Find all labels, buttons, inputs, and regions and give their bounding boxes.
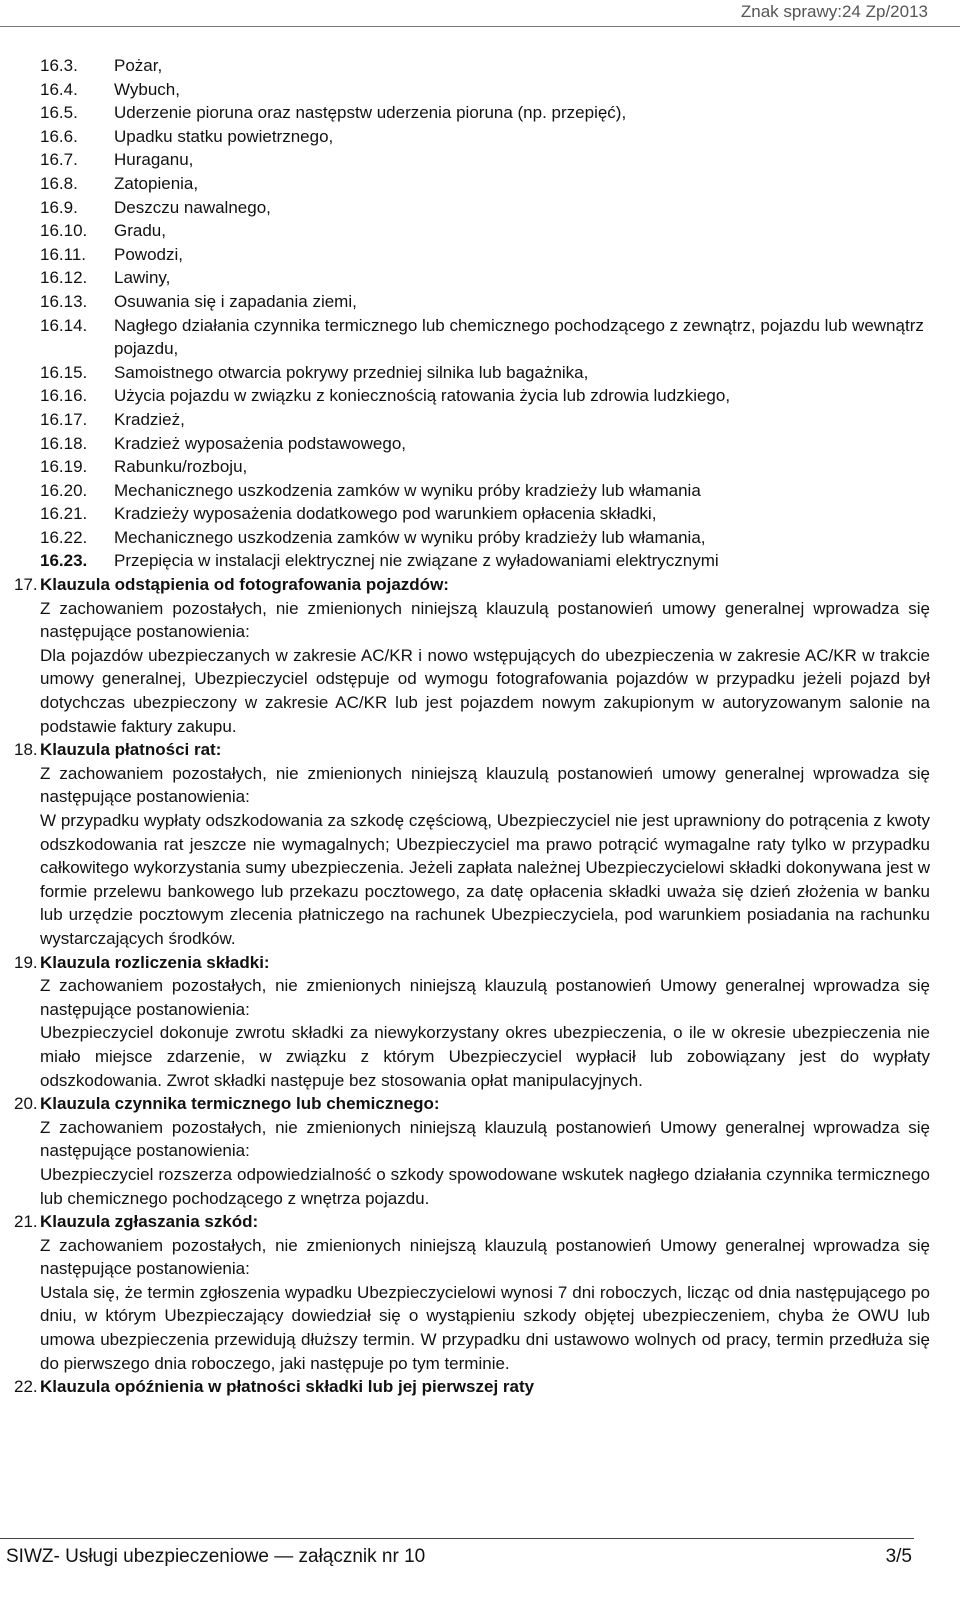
- list-item: [14, 384, 930, 408]
- list-item-text: Przepięcia w instalacji elektrycznej nie związane z wyładowaniami elektrycznymi: [114, 551, 719, 571]
- document-body: [14, 54, 930, 1399]
- clause-title: Klauzula odstąpienia od fotografowania pojazdów:: [40, 575, 449, 595]
- clause-number: 22.: [14, 1377, 38, 1397]
- list-item-text: Zatopienia,: [114, 173, 199, 193]
- list-item-number: 16.5.: [40, 103, 78, 123]
- clause-paragraph: Ustala się, że termin zgłoszenia wypadku Ubezpieczycielowi wynosi 7 dni roboczych, licząc od dnia następującego po dniu, w którym Ubezpieczający dowiedział się o wystąpieniu szkody objętej ubezpieczeniem, chyba że OWU lub umowa ubezpieczenia przewidują dłuższy termin. W przypadku dni ustawowo wolnych od pracy, termin przedłuża się do pierwszego dnia roboczego, jaki następuje po tym terminie.: [40, 1282, 930, 1373]
- list-item-text: Użycia pojazdu w związku z koniecznością ratowania życia lub zdrowia ludzkiego,: [114, 386, 731, 406]
- clause-title: Klauzula płatności rat:: [40, 740, 222, 760]
- case-number: Znak sprawy:24 Zp/2013: [740, 2, 928, 21]
- list-item: [14, 455, 930, 479]
- list-item: [14, 408, 930, 432]
- clause-title: Klauzula zgłaszania szkód:: [40, 1212, 259, 1232]
- clause-title: Klauzula opóźnienia w płatności składki lub jej pierwszej raty: [40, 1377, 535, 1397]
- clause-paragraph: Dla pojazdów ubezpieczanych w zakresie AC/KR i nowo wstępujących do ubezpieczenia w zakresie AC/KR w trakcie umowy generalnej, Ubezpieczyciel odstępuje od wymogu fotografowania pojazdów w przypadku jeżeli pojazd był dotychczas ubezpieczony w zakresie AC/KR lub jest pojazdem nowym zakupionym w autoryzowanym salonie na podstawie faktury zakupu.: [40, 645, 930, 736]
- list-item-text: Mechanicznego uszkodzenia zamków w wyniku próby kradzieży lub włamania,: [114, 527, 706, 547]
- clause-number: 18.: [14, 740, 38, 760]
- list-item-text: Kradzieży wyposażenia dodatkowego pod warunkiem opłacenia składki,: [114, 504, 657, 524]
- list-item: [14, 290, 930, 314]
- list-item: [14, 148, 930, 172]
- list-item-number: 16.16.: [40, 386, 88, 406]
- list-item: [14, 196, 930, 220]
- clause-section: [14, 1092, 930, 1210]
- list-item: [14, 502, 930, 526]
- list-item-number: 16.14.: [40, 315, 88, 335]
- list-item: [14, 243, 930, 267]
- clause-heading: [14, 573, 930, 597]
- list-item-number: 16.18.: [40, 433, 88, 453]
- clause-heading: [14, 1092, 930, 1116]
- list-item-number: 16.4.: [40, 79, 78, 99]
- list-item: [14, 125, 930, 149]
- list-item-number: 16.8.: [40, 173, 78, 193]
- clause-title: Klauzula rozliczenia składki:: [40, 952, 270, 972]
- clause-paragraph: Z zachowaniem pozostałych, nie zmienionych niniejszą klauzulą postanowień umowy generalnej wprowadza się następujące postanowienia:: [40, 598, 930, 642]
- list-item-text: Upadku statku powietrznego,: [114, 126, 334, 146]
- list-item-text: Powodzi,: [114, 244, 183, 264]
- clause-number: 19.: [14, 952, 38, 972]
- section-list: [14, 573, 930, 1399]
- list-item-text: Huraganu,: [114, 150, 194, 170]
- clause-heading: [14, 951, 930, 975]
- list-item-number: 16.15.: [40, 362, 88, 382]
- list-item: [14, 266, 930, 290]
- list-item: [14, 78, 930, 102]
- clause-title: Klauzula czynnika termicznego lub chemicznego:: [40, 1094, 440, 1114]
- page-number: 3/5: [885, 1546, 912, 1567]
- list-item-text: Kradzież,: [114, 409, 185, 429]
- list-item: [14, 549, 930, 573]
- list-item: [14, 432, 930, 456]
- list-item: [14, 172, 930, 196]
- list-item: [14, 479, 930, 503]
- list-item-number: 16.12.: [40, 268, 88, 288]
- sub-item-list: [14, 54, 930, 573]
- clause-number: 17.: [14, 575, 38, 595]
- clause-section: [14, 1375, 930, 1399]
- list-item-number: 16.6.: [40, 126, 78, 146]
- clause-heading: [14, 1210, 930, 1234]
- list-item-number: 16.17.: [40, 409, 88, 429]
- list-item-text: Gradu,: [114, 221, 166, 241]
- list-item-number: 16.23.: [40, 551, 88, 571]
- list-item-number: 16.7.: [40, 150, 78, 170]
- clause-number: 20.: [14, 1094, 38, 1114]
- clause-paragraph: W przypadku wypłaty odszkodowania za szkodę częściową, Ubezpieczyciel nie jest uprawniony do potrącenia z kwoty odszkodowania rat jeszcze nie wymagalnych; Ubezpieczyciel ma prawo potrącić wymagalne raty tylko w przypadku całkowitego wykorzystania sumy ubezpieczenia. Jeżeli zapłata należnej Ubezpieczycielowi składki dokonywana jest w formie przelewu bankowego lub przekazu pocztowego, za datę opłacenia składki uważa się dzień złożenia w banku lub urzędzie pocztowym zlecenia płatniczego na rachunek Ubezpieczyciela, pod warunkiem posiadania na rachunku wystarczających środków.: [40, 811, 930, 948]
- list-item-number: 16.22.: [40, 527, 88, 547]
- footer-title: SIWZ- Usługi ubezpieczeniowe — załącznik nr 10: [6, 1546, 426, 1567]
- clause-section: [14, 951, 930, 1093]
- clause-number: 21.: [14, 1212, 38, 1232]
- footer-rule: [0, 1538, 914, 1539]
- list-item: [14, 101, 930, 125]
- list-item-number: 16.10.: [40, 221, 88, 241]
- list-item-text: Mechanicznego uszkodzenia zamków w wyniku próby kradzieży lub włamania: [114, 480, 701, 500]
- list-item-text: Nagłego działania czynnika termicznego lub chemicznego pochodzącego z zewnątrz, pojazdu lub wewnątrz pojazdu,: [114, 315, 924, 359]
- clause-section: [14, 738, 930, 950]
- clause-paragraph: Ubezpieczyciel rozszerza odpowiedzialność o szkody spowodowane wskutek nagłego działania czynnika termicznego lub chemicznego pochodzącego z wnętrza pojazdu.: [40, 1164, 930, 1208]
- clause-heading: [14, 1375, 930, 1399]
- list-item-text: Osuwania się i zapadania ziemi,: [114, 291, 357, 311]
- page-footer: [0, 1538, 960, 1618]
- list-item-number: 16.3.: [40, 56, 78, 75]
- list-item-text: Wybuch,: [114, 79, 180, 99]
- list-item-number: 16.21.: [40, 504, 88, 524]
- list-item: [14, 54, 930, 78]
- list-item: [14, 526, 930, 550]
- list-item-text: Deszczu nawalnego,: [114, 197, 271, 217]
- list-item: [14, 361, 930, 385]
- page-header: [0, 0, 960, 27]
- list-item: [14, 219, 930, 243]
- list-item-text: Rabunku/rozboju,: [114, 457, 248, 477]
- clause-section: [14, 1210, 930, 1375]
- list-item-number: 16.11.: [40, 244, 87, 264]
- list-item-number: 16.19.: [40, 457, 88, 477]
- clause-heading: [14, 738, 930, 762]
- clause-paragraph: Z zachowaniem pozostałych, nie zmienionych niniejszą klauzulą postanowień umowy generalnej wprowadza się następujące postanowienia:: [40, 763, 930, 807]
- list-item-number: 16.13.: [40, 291, 88, 311]
- clause-paragraph: Ubezpieczyciel dokonuje zwrotu składki za niewykorzystany okres ubezpieczenia, o ile w okresie ubezpieczenia nie miało miejsce zdarzenie, w związku z którym Ubezpieczyciel wypłacił lub zobowiązany jest do wypłaty odszkodowania. Zwrot składki następuje bez stosowania opłat manipulacyjnych.: [40, 1023, 930, 1090]
- clause-section: [14, 573, 930, 738]
- list-item-text: Pożar,: [114, 56, 163, 75]
- list-item-text: Kradzież wyposażenia podstawowego,: [114, 433, 407, 453]
- list-item-text: Uderzenie pioruna oraz następstw uderzenia pioruna (np. przepięć),: [114, 103, 627, 123]
- clause-paragraph: Z zachowaniem pozostałych, nie zmienionych niniejszą klauzulą postanowień Umowy generalnej wprowadza się następujące postanowienia:: [40, 1117, 930, 1161]
- clause-paragraph: Z zachowaniem pozostałych, nie zmienionych niniejszą klauzulą postanowień Umowy generalnej wprowadza się następujące postanowienia:: [40, 1235, 930, 1279]
- list-item-number: 16.9.: [40, 197, 78, 217]
- list-item-text: Samoistnego otwarcia pokrywy przedniej silnika lub bagażnika,: [114, 362, 589, 382]
- list-item-number: 16.20.: [40, 480, 88, 500]
- list-item: [14, 314, 930, 361]
- clause-paragraph: Z zachowaniem pozostałych, nie zmienionych niniejszą klauzulą postanowień Umowy generalnej wprowadza się następujące postanowienia:: [40, 976, 930, 1019]
- list-item-text: Lawiny,: [114, 268, 171, 288]
